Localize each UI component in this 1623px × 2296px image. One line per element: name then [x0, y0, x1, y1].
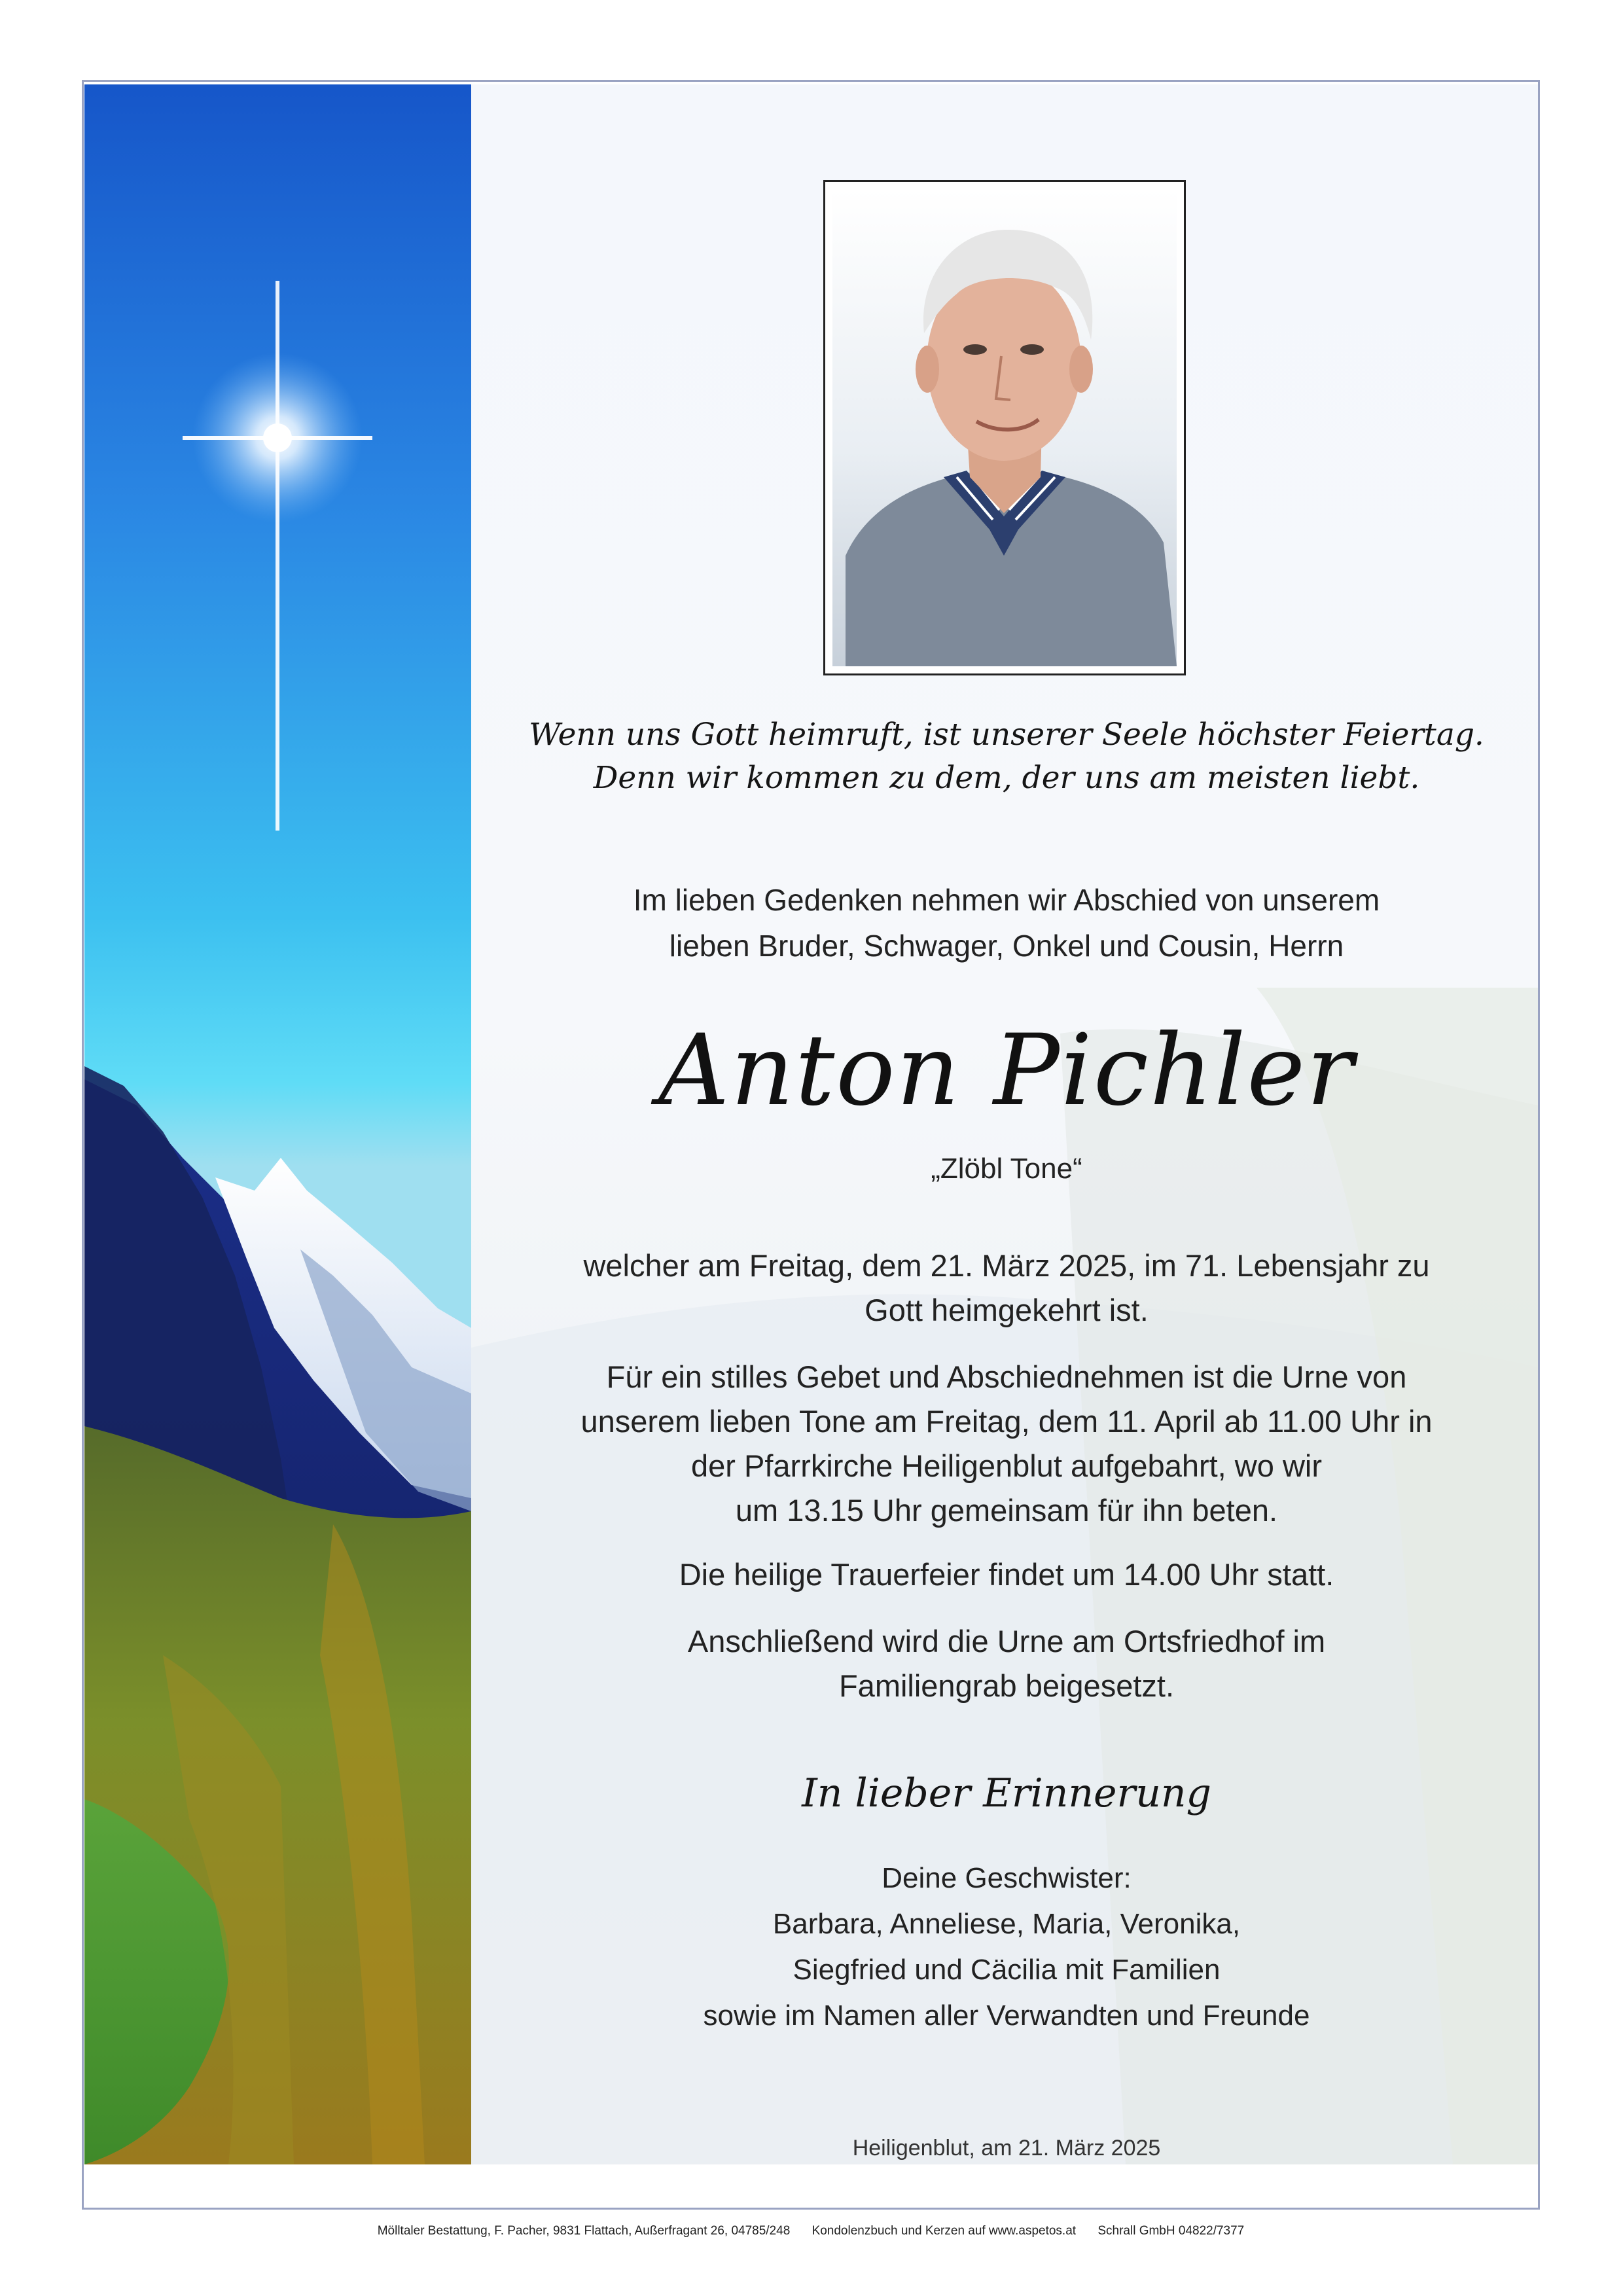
death-notice-line: welcher am Freitag, dem 21. März 2025, im 71. Lebensjahr zu — [583, 1248, 1430, 1283]
burial-notice-line: Familiengrab beigesetzt. — [838, 1668, 1175, 1703]
intro-line: lieben Bruder, Schwager, Onkel und Cousin, Herrn — [669, 929, 1344, 963]
place-date: Heiligenblut, am 21. März 2025 — [852, 2136, 1161, 2161]
footer-undertaker: Mölltaler Bestattung, F. Pacher, 9831 Flattach, Außerfragant 26, 04785/248 — [377, 2224, 791, 2238]
memory-heading: In lieber Erinnerung — [802, 1770, 1211, 1816]
landscape-illustration — [84, 84, 471, 2164]
wake-notice — [476, 1355, 1537, 1533]
motto-line: Denn wir kommen zu dem, der uns am meisten liebt. — [593, 760, 1420, 796]
footer-printer: Schrall GmbH 04822/7377 — [1097, 2224, 1245, 2238]
wake-notice-line: um 13.15 Uhr gemeinsam für ihn beten. — [735, 1493, 1278, 1528]
burial-notice-line: Anschließend wird die Urne am Ortsfriedhof im — [687, 1624, 1326, 1659]
motto — [476, 713, 1537, 800]
footer-condolence: Kondolenzbuch und Kerzen auf www.aspetos.at — [812, 2224, 1077, 2238]
portrait-frame — [823, 180, 1186, 675]
mourners-line: sowie im Namen aller Verwandten und Freunde — [703, 2000, 1310, 2032]
mourners-list — [476, 1856, 1537, 2039]
mourners-line: Barbara, Anneliese, Maria, Veronika, — [772, 1908, 1241, 1940]
portrait-illustration — [832, 189, 1177, 666]
burial-notice — [476, 1619, 1537, 1708]
motto-line: Wenn uns Gott heimruft, ist unserer Seele höchster Feiertag. — [529, 717, 1484, 753]
wake-notice-line: unserem lieben Tone am Freitag, dem 11. April ab 11.00 Uhr in — [580, 1404, 1433, 1439]
mourners-line: Siegfried und Cäcilia mit Familien — [793, 1954, 1221, 1986]
deceased-name: Anton Pichler — [658, 1014, 1355, 1128]
death-notice — [476, 1244, 1537, 1333]
deceased-nickname: „Zlöbl Tone“ — [931, 1153, 1082, 1185]
glowing-cross-icon — [183, 281, 372, 831]
intro-line: Im lieben Gedenken nehmen wir Abschied von unserem — [633, 883, 1380, 917]
landscape-panel — [84, 84, 471, 2164]
death-notice-line: Gott heimgekehrt ist. — [865, 1293, 1149, 1327]
wake-notice-line: Für ein stilles Gebet und Abschiednehmen ist die Urne von — [606, 1359, 1407, 1394]
portrait-photo — [832, 189, 1177, 666]
mourners-line: Deine Geschwister: — [882, 1862, 1132, 1894]
footer — [82, 2222, 1540, 2240]
service-notice: Die heilige Trauerfeier findet um 14.00 Uhr statt. — [679, 1557, 1334, 1592]
wake-notice-line: der Pfarrkirche Heiligenblut aufgebahrt, wo wir — [691, 1448, 1322, 1483]
intro-text — [476, 877, 1537, 969]
